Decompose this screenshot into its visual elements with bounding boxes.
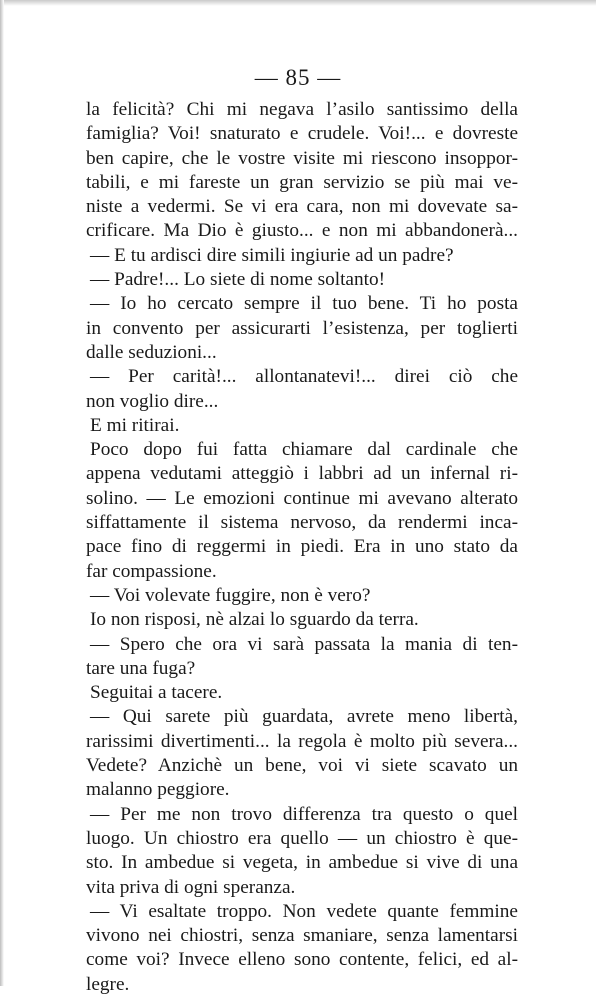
text-line: appena vedutami atteggiò i labbri ad un infernal ri- [86,463,518,485]
page-left-edge [0,0,4,986]
text-line: ben capire, che le vostre visite mi riescono insoppor- [86,147,518,169]
text-line: sto. In ambedue si vegeta, in ambedue si vive di una [86,852,518,874]
text-line: la felicità? Chi mi negava l’asilo santissimo della [86,99,518,120]
text-line: pace fino di reggermi in piedi. Era in uno stato da [86,536,518,558]
page-top-edge [0,0,596,6]
text-line: malanno peggiore. [86,779,230,801]
text-line: solino. — Le emozioni continue mi avevano alterato [86,487,518,509]
text-line: Io non risposi, nè alzai lo sguardo da terra. [90,609,419,631]
text-line: crificare. Ma Dio è giusto... e non mi abbandonerà... [86,220,518,242]
text-line: — Io ho cercato sempre il tuo bene. Ti ho posta [90,293,518,315]
text-line: legre. [86,973,130,995]
text-line: — Per me non trovo differenza tra questo o quel [90,803,518,825]
text-line: in convento per assicurarti l’esistenza, per toglierti [86,317,518,339]
text-line: E mi ritirai. [90,414,180,436]
text-line: come voi? Invece elleno sono contente, felici, ed al- [86,949,518,971]
text-line: luogo. Un chiostro era quello — un chiostro è que- [86,827,518,849]
text-line: tare una fuga? [86,657,196,679]
text-line: — Voi volevate fuggire, non è vero? [90,584,371,606]
text-line: tabili, e mi fareste un gran servizio se più mai ve- [86,171,518,193]
text-line: famiglia? Voi! snaturato e crudele. Voi!... e dovreste [86,123,518,145]
text-line: Poco dopo fui fatta chiamare dal cardinale che [90,439,518,461]
text-line: — Vi esaltate troppo. Non vedete quante femmine [90,900,518,922]
page-number: — 85 — [254,65,342,90]
text-line: rarissimi divertimenti... la regola è molto più severa... [86,730,518,752]
text-line: niste a vedermi. Se vi era cara, non mi dovevate sa- [86,196,518,218]
text-line: Vedete? Anzichè un bene, voi vi siete scavato un [86,755,518,777]
text-line: vita priva di ogni speranza. [86,876,296,898]
text-line: vivono nei chiostri, senza smaniare, senza lamentarsi [86,925,518,947]
body-text [86,98,518,997]
text-line: far compassione. [86,560,217,582]
text-line: dalle seduzioni... [86,341,217,363]
text-line: — Padre!... Lo siete di nome soltanto! [90,269,386,291]
text-line: non voglio dire... [86,390,219,412]
text-line: — Spero che ora vi sarà passata la mania di ten- [90,633,518,655]
text-line: Seguitai a tacere. [90,682,223,704]
text-line: siffattamente il sistema nervoso, da rendermi inca- [86,512,518,534]
text-line: — E tu ardisci dire simili ingiurie ad un padre? [90,244,454,266]
text-line: — Per carità!... allontanatevi!... direi ciò che [90,366,518,388]
text-line: — Qui sarete più guardata, avrete meno libertà, [90,706,518,728]
